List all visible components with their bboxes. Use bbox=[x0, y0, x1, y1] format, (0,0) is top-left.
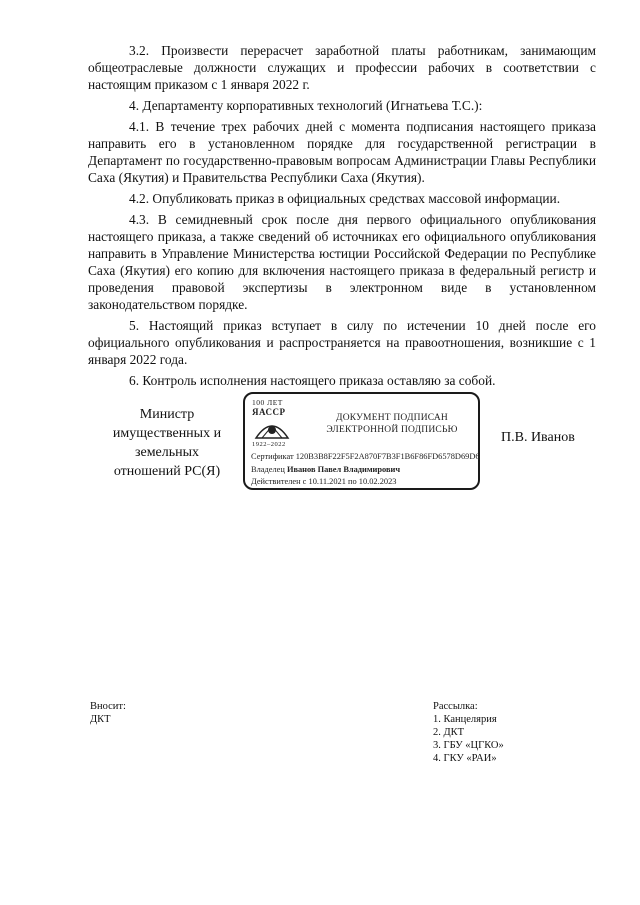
paragraph-4-3: 4.3. В семидневный срок после дня первого официального опубликования настоящего приказа, а также сведений об источниках его официального опубликования направить в Управление Министерства юстиции Российской Федерации по Республике Саха (Якутия) его копию для включения настоящего приказа в федеральный регистр и проведения правовой экспертизы в электронном виде в установленном законодательством порядке. bbox=[88, 212, 596, 312]
yassr-100-years-emblem: 100 ЛЕТ ЯАССР 1922–2022 bbox=[252, 399, 294, 451]
paragraph-5: 5. Настоящий приказ вступает в силу по истечении 10 дней после его официального опубликования и распространяется на правоотношения, возникшие с 1 января 2022 года. bbox=[88, 318, 596, 367]
validity-line: Действителен с 10.11.2021 по 10.02.2023 bbox=[251, 477, 397, 486]
submitted-by: Вносит: ДКТ bbox=[90, 701, 126, 725]
certificate-line: Сертификат 120B3B8F22F5F2A870F7B3F1B6F86FD6578D69D6 bbox=[251, 452, 480, 461]
list-item: 4. ГКУ «РАИ» bbox=[433, 753, 497, 764]
minister-title: Министр имущественных и земельных отношений РС(Я) bbox=[112, 407, 222, 479]
paragraph-6: 6. Контроль исполнения настоящего приказа оставляю за собой. bbox=[129, 373, 496, 388]
emblem-icon bbox=[254, 418, 290, 440]
list-item: 1. Канцелярия bbox=[433, 714, 497, 725]
document-body bbox=[88, 42, 596, 393]
paragraph-3-2: 3.2. Произвести перерасчет заработной платы работникам, занимающим общеотраслевые должности служащих и профессии рабочих в соответствии с настоящим приказом с 1 января 2022 г. bbox=[88, 43, 596, 92]
signed-electronically-title: ДОКУМЕНТ ПОДПИСАН ЭЛЕКТРОННОЙ ПОДПИСЬЮ bbox=[326, 413, 458, 435]
list-item: 3. ГБУ «ЦГКО» bbox=[433, 740, 504, 751]
paragraph-4: 4. Департаменту корпоративных технологий (Игнатьева Т.С.): bbox=[129, 98, 483, 113]
paragraph-4-1: 4.1. В течение трех рабочих дней с момента подписания настоящего приказа направить его в установленном порядке для государственной регистрации в Департамент по государственно-правовым вопросам Администрации Главы Республики Саха (Якутия) и Правительства Республики Саха (Якутия). bbox=[88, 119, 596, 185]
owner-line: Владелец Иванов Павел Владимирович bbox=[251, 465, 401, 474]
signature-block bbox=[0, 392, 640, 497]
signer-name: П.В. Иванов bbox=[501, 430, 575, 445]
paragraph-4-2: 4.2. Опубликовать приказ в официальных средствах массовой информации. bbox=[129, 191, 561, 206]
list-item: 2. ДКТ bbox=[433, 727, 465, 738]
distribution-list: Рассылка: 1. Канцелярия 2. ДКТ 3. ГБУ «ЦГКО» 4. ГКУ «РАИ» bbox=[433, 701, 504, 764]
electronic-signature-stamp bbox=[243, 392, 480, 490]
